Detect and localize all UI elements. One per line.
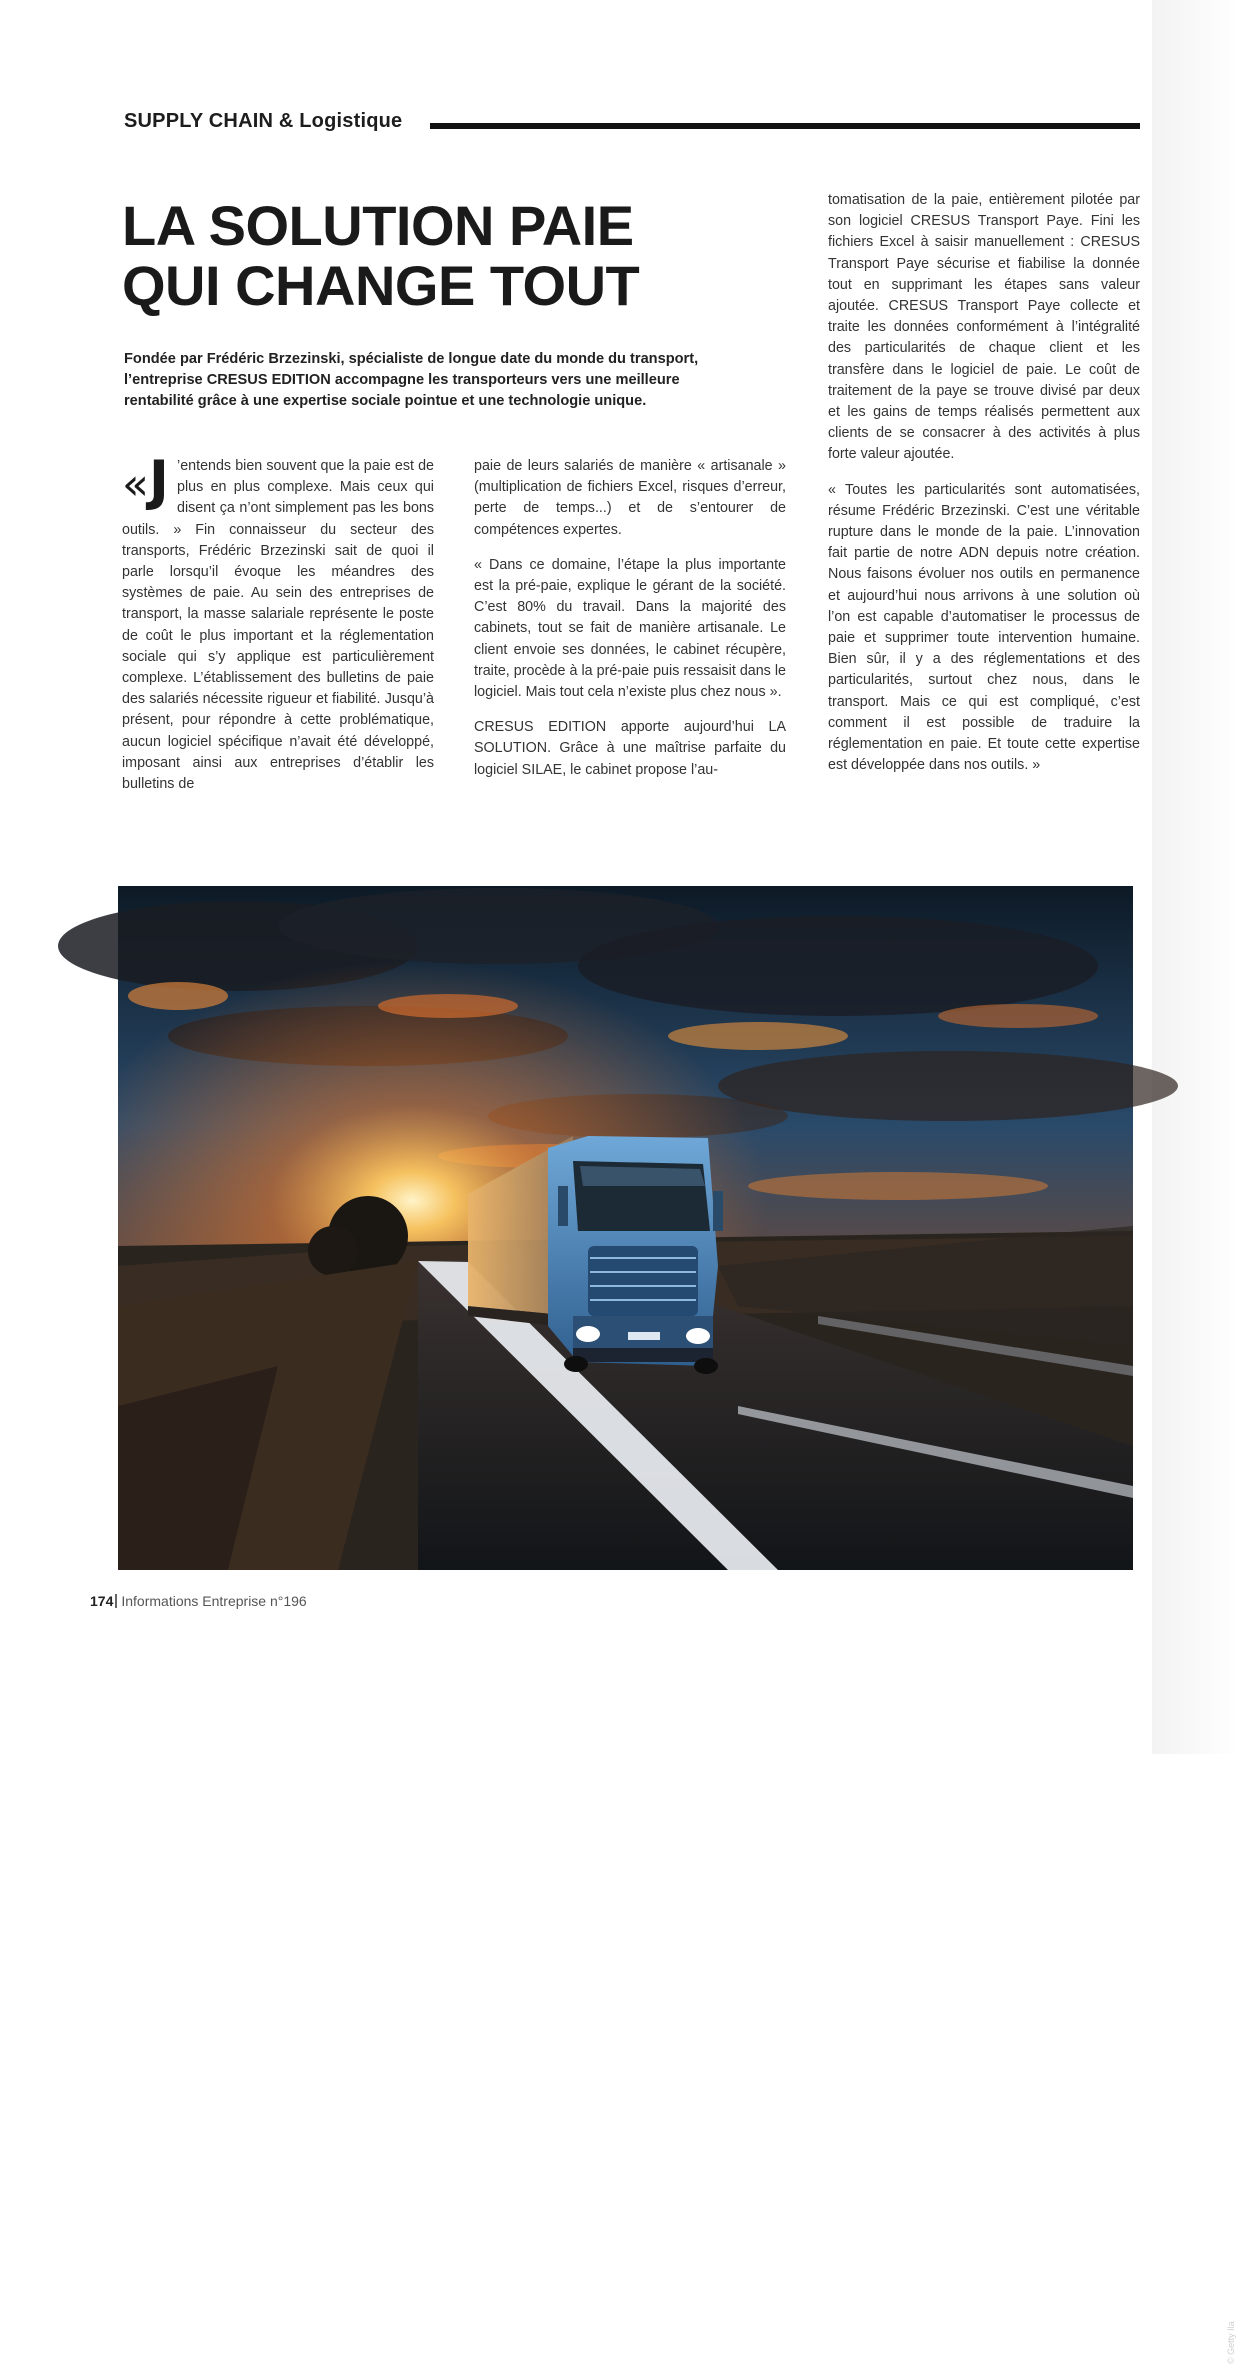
photo-credit: © Getty Ila [1226,2321,1236,2364]
section-header: SUPPLY CHAIN & Logistique [124,110,403,132]
footer-divider [115,1594,117,1608]
title-line-1: LA SOLUTION PAIE [122,194,634,257]
column-2-paragraph-2: « Dans ce domaine, l’étape la plus importante est la pré-paie, explique le gérant de la société. C’est 80% du travail. Dans la majorité des cabinets, tout se fait de manière artisanale. Le client envoie ses données, le cabinet récupère, traite, procède à la pré-paie puis ressaisit dans le logiciel. Mais tout cela n’existe plus chez nous ». [474,556,786,701]
page-number: 174 [90,1593,114,1609]
article-title [122,196,682,316]
column-3 [828,190,1140,790]
column-2 [474,456,786,795]
magazine-issue: Informations Entreprise n°196 [121,1593,307,1609]
column-1-paragraph-1: «J ’entends bien souvent que la paie est de plus en plus complexe. Mais ceux qui disent ça n’ont simplement pas les bons outils. » Fin connaisseur du secteur des transports, Frédéric Brzezinski sait de quoi il parle lorsqu’il évoque les méandres des systèmes de paie. Au sein des entreprises de transport, la masse salariale représente le poste de coût le plus important et la réglementation sociale qui s’y applique est particulièrement complexe. L’établissement des bulletins de paie des salariés nécessite rigueur et fiabilité. Jusqu’à présent, pour répondre à cette problématique, aucun logiciel spécifique n’avait été développé, imposant ainsi aux entreprises d’établir les bulletins de [122,449,434,793]
page-edge-shadow [1152,0,1240,1754]
title-line-2: QUI CHANGE TOUT [122,254,640,317]
drop-cap: «J [122,449,170,512]
article-lede: Fondée par Frédéric Brzezinski, spécialiste de longue date du monde du transport, l’entreprise CRESUS EDITION accompagne les transporteurs vers une meilleure rentabilité grâce à une expertise sociale pointue et une technologie unique. [124,351,699,409]
section-rule [430,123,1140,129]
column-3-paragraph-1: tomatisation de la paie, entièrement pilotée par son logiciel CRESUS Transport Paye. Fini les fichiers Excel à saisir manuellement : CRESUS Transport Paye sécurise et fiabilise la donnée tout en supprimant les étapes sans valeur ajoutée. CRESUS Transport Paye collecte et traite les données conformément à l’intégralité des particularités de chaque client et les transfère dans le logiciel de paie. Le coût de traitement de la paye se trouve divisé par deux et les gains de temps réalisés permettent aux clients de se consacrer à des activités à plus forte valeur ajoutée. [828,192,1140,463]
column-3-paragraph-2: « Toutes les particularités sont automatisées, résume Frédéric Brzezinski. C’est une véritable rupture dans le monde de la paie. L’innovation fait partie de notre ADN depuis notre création. Nous faisons évoluer nos outils en permanence et aujourd’hui nous arrivons à une solution où l’on est capable d’automatiser le processus de paie et supprimer toute intervention humaine. Bien sûr, il y a des réglementations et des particularités, surtout chez nous, dans le transport. Mais ce qui est compliqué, c’est comment il est possible de traduire la réglementation en paie. Et toute cette expertise est développée dans nos outils. » [828,481,1140,774]
column-1 [122,449,434,809]
page-footer [90,1593,307,1609]
column-2-paragraph-3: CRESUS EDITION apporte aujourd’hui LA SOLUTION. Grâce à une maîtrise parfaite du logiciel SILAE, le cabinet propose l’au- [474,719,786,778]
column-2-paragraph-1: paie de leurs salariés de manière « artisanale » (multiplication de fichiers Excel, risques d’erreur, perte de temps...) et de s’entourer de compétences expertes. [474,458,786,538]
